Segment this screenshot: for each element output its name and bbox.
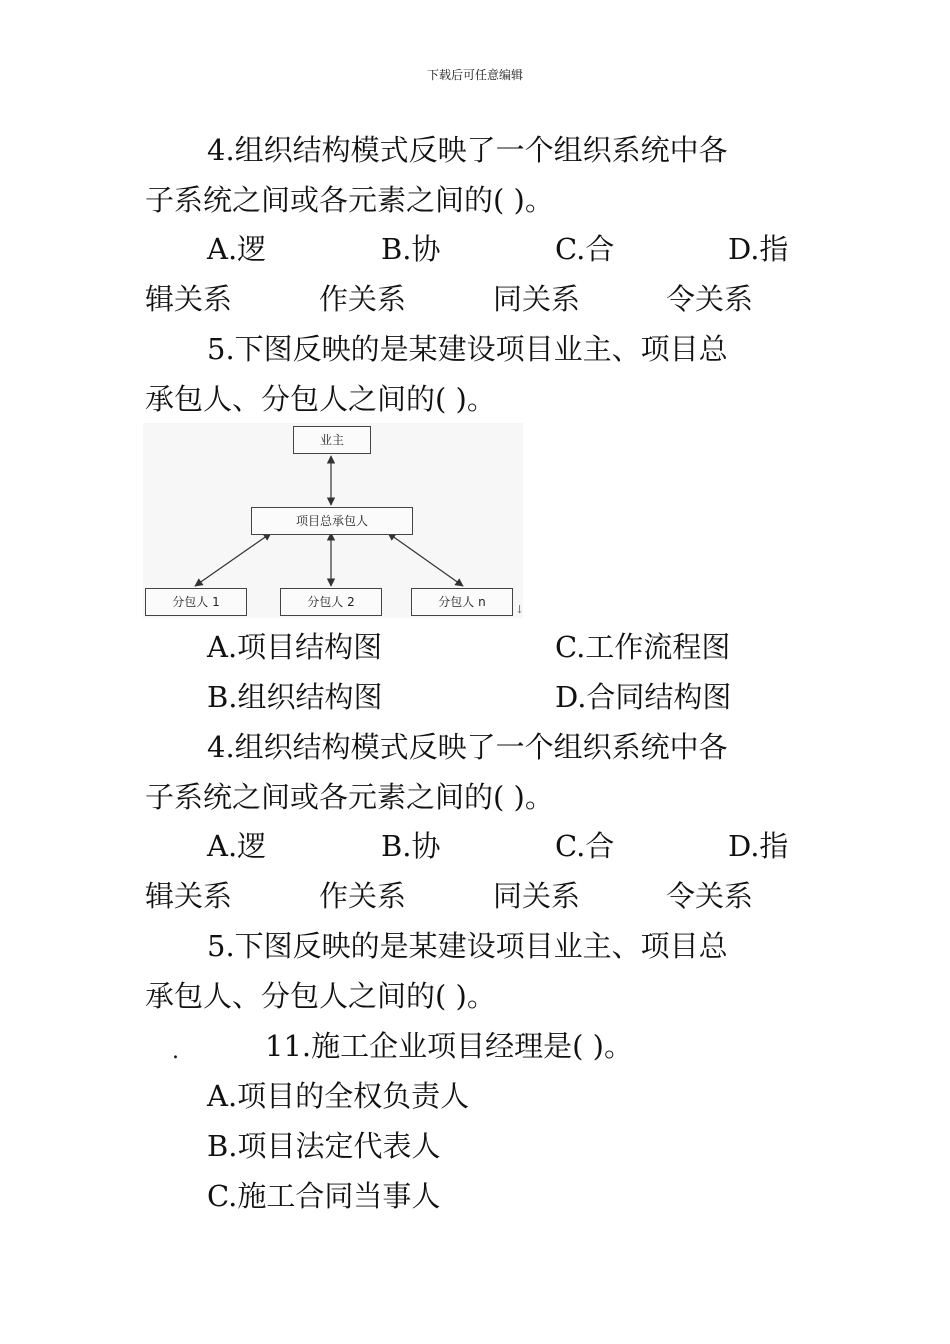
q5-stem-line1: 5.下图反映的是某建设项目业主、项目总 (207, 332, 728, 366)
q4-repeat-option-d: D.指 (728, 829, 789, 863)
q5-option-b: B.组织结构图 (207, 680, 383, 714)
q11-option-c: C.施工合同当事人 (207, 1179, 441, 1213)
q5-option-a: A.项目结构图 (207, 630, 383, 664)
q4-repeat-stem-line1: 4.组织结构模式反映了一个组织系统中各 (207, 730, 728, 764)
q4-repeat-option-a: A.逻 (207, 829, 267, 863)
list-bullet: . (172, 1039, 179, 1064)
owner-box: 业主 (293, 426, 371, 454)
q4-option-b: B.协 (381, 232, 441, 266)
subcontractor-2-box: 分包人 2 (280, 588, 382, 616)
q11-option-b: B.项目法定代表人 (207, 1129, 441, 1163)
q5-repeat-stem-line1: 5.下图反映的是某建设项目业主、项目总 (207, 929, 728, 963)
page-header: 下载后可任意编辑 (426, 68, 523, 82)
q11-option-a: A.项目的全权负责人 (207, 1079, 470, 1113)
arrow-contractor-subn (388, 533, 463, 586)
q5-stem-line2: 承包人、分包人之间的( )。 (145, 382, 496, 416)
q4-option-a-cont: 辑关系 (145, 282, 233, 316)
general-contractor-box: 项目总承包人 (251, 507, 413, 535)
org-diagram (143, 423, 523, 618)
q4-stem-line1: 4.组织结构模式反映了一个组织系统中各 (207, 133, 728, 167)
return-mark: ↓ (515, 603, 525, 616)
q11-stem: 11.施工企业项目经理是( )。 (265, 1029, 633, 1063)
q4-repeat-stem-line2: 子系统之间或各元素之间的( )。 (145, 780, 554, 814)
q4-repeat-option-b: B.协 (381, 829, 441, 863)
subcontractor-1-box: 分包人 1 (145, 588, 247, 616)
q4-repeat-option-b-cont: 作关系 (319, 879, 407, 913)
arrow-contractor-sub1 (195, 533, 271, 586)
q4-option-d: D.指 (728, 232, 789, 266)
q4-option-d-cont: 令关系 (666, 282, 754, 316)
q4-repeat-option-c-cont: 同关系 (493, 879, 581, 913)
q5-repeat-stem-line2: 承包人、分包人之间的( )。 (145, 979, 496, 1013)
q4-repeat-option-a-cont: 辑关系 (145, 879, 233, 913)
subcontractor-n-box: 分包人 n (411, 588, 513, 616)
q4-repeat-option-c: C.合 (555, 829, 615, 863)
q4-option-c: C.合 (555, 232, 615, 266)
q4-option-b-cont: 作关系 (319, 282, 407, 316)
q4-option-a: A.逻 (207, 232, 267, 266)
q4-repeat-option-d-cont: 令关系 (666, 879, 754, 913)
q4-stem-line2: 子系统之间或各元素之间的( )。 (145, 183, 554, 217)
q5-option-d: D.合同结构图 (555, 680, 732, 714)
q4-option-c-cont: 同关系 (493, 282, 581, 316)
q5-option-c: C.工作流程图 (555, 630, 731, 664)
